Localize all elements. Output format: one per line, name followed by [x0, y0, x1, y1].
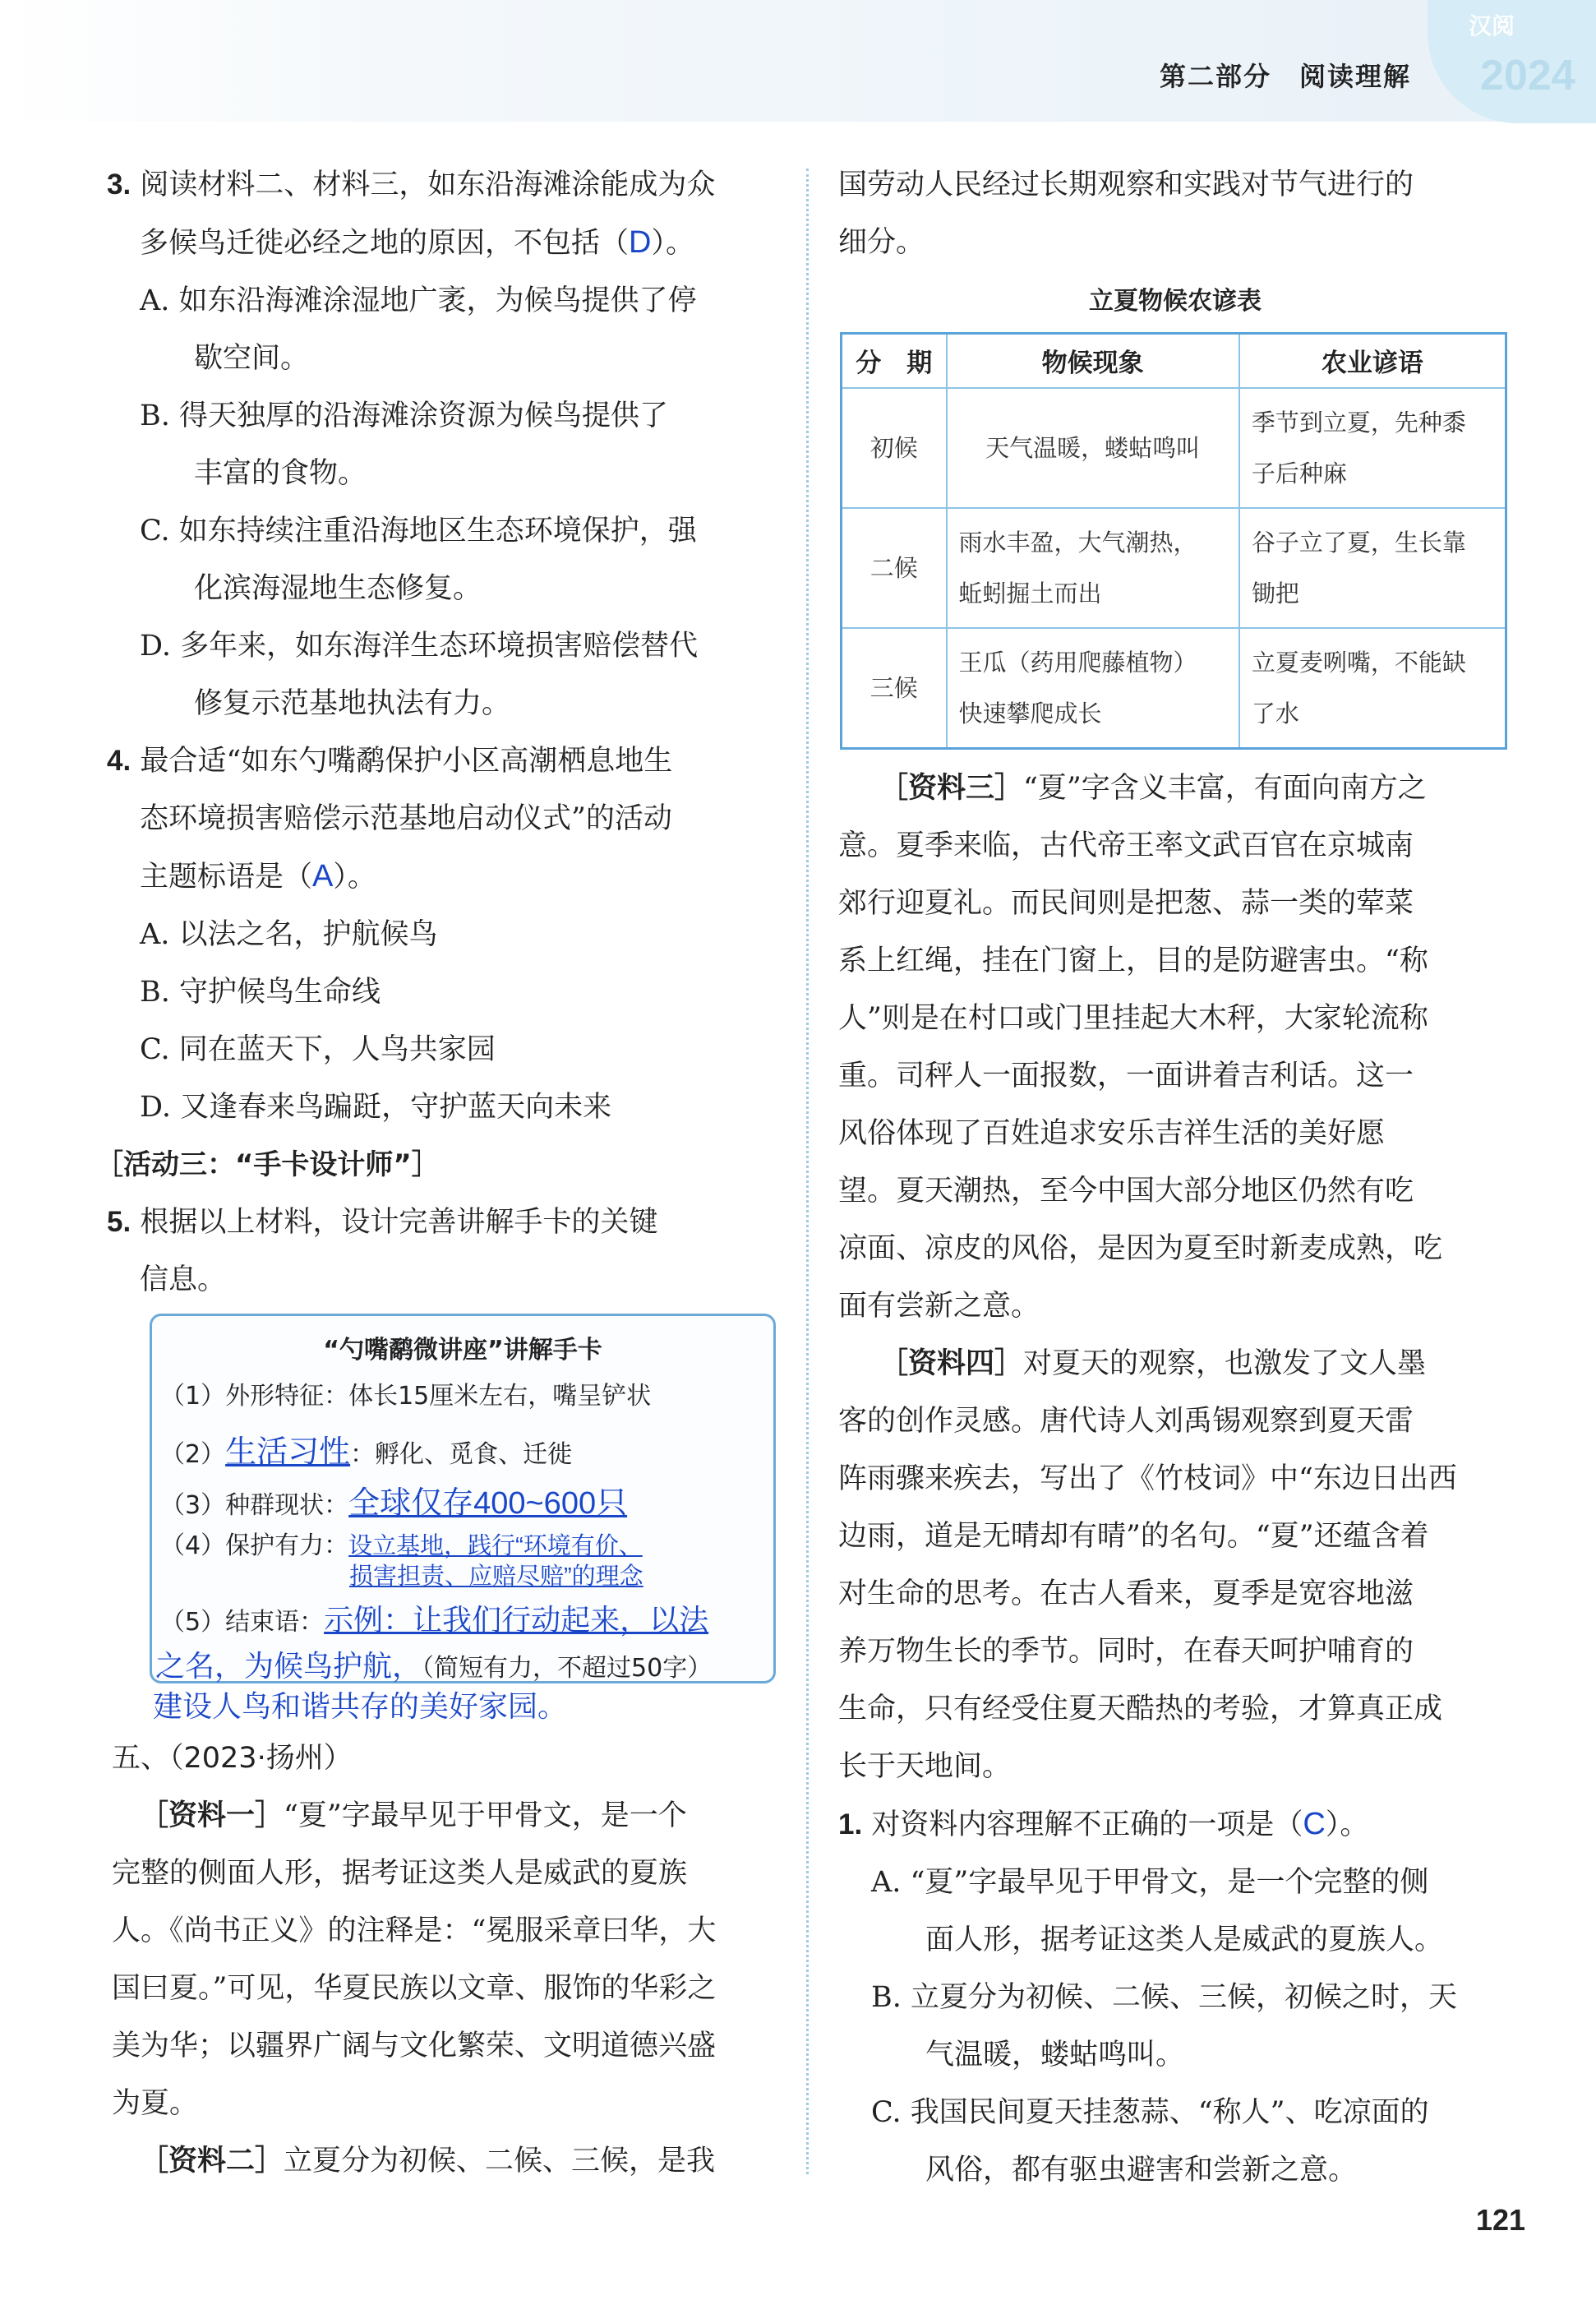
material-text: 为夏。: [112, 2087, 199, 2120]
handwritten-answer: 设立基地，践行“环境有价、: [348, 1533, 643, 1559]
option: A. 如东沿海滩涂湿地广袤，为候鸟提供了停: [140, 284, 697, 317]
question-stem: 主题标语是（: [140, 861, 313, 894]
badge-year: 2024: [1480, 52, 1575, 99]
card-text: （简短有力，不超过50字）: [422, 1654, 713, 1683]
card-title: “勺嘴鹬微讲座”讲解手卡: [323, 1336, 602, 1365]
material-text: 人。《尚书正义》的注释是：“冕服采章曰华，大: [112, 1914, 717, 1947]
table-title: 立夏物候农谚表: [1089, 287, 1262, 316]
handwritten-answer: 损害担责、应赔尽赔”的理念: [349, 1563, 643, 1590]
card-line-2: [160, 1426, 572, 1471]
cell-line: 天气温暖，蝼蛄鸣叫: [985, 433, 1201, 462]
material-text: 郊行迎夏礼。而民间则是把葱、蒜一类的荤菜: [838, 886, 1414, 920]
table-header: 农业谚语: [1239, 334, 1506, 388]
page-number: 121: [1475, 2203, 1525, 2237]
question-stem: 多候鸟迁徙必经之地的原因，不包括（: [140, 227, 630, 260]
card-label: （2）: [160, 1440, 226, 1469]
answer-mark: C: [1303, 1806, 1326, 1841]
year-badge: [1428, 0, 1596, 123]
question-number: 1.: [838, 1808, 863, 1840]
question-stem-close: ）。: [333, 861, 376, 894]
table-row: [842, 508, 1506, 628]
material-text: 对夏天的观察，也激发了文人墨: [1023, 1346, 1427, 1380]
material-text: 国劳动人民经过长期观察和实践对节气进行的: [838, 169, 1414, 201]
question-stem-close: ）。: [651, 227, 694, 260]
section-label: 五、（2023·扬州）: [112, 1742, 353, 1775]
material-text: 生命，只有经受住夏天酷热的考验，才算真正成: [838, 1692, 1443, 1725]
table-row: [842, 388, 1506, 508]
left-column: [95, 156, 781, 2190]
question-stem: 态环境损害赔偿示范基地启动仪式”的活动: [140, 802, 672, 835]
question-4: [107, 732, 781, 1136]
option-continuation: 化滨海湿地生态修复。: [194, 572, 482, 605]
cell-line: 雨水丰盈，大气潮热，: [958, 528, 1197, 557]
material-text: 系上红绳，挂在门窗上，目的是防避害虫。“称: [838, 944, 1428, 977]
handwritten-answer-continued: 建设人鸟和谐共存的美好家园。: [153, 1689, 568, 1723]
option: B. 立夏分为初候、二候、三候，初候之时，天: [871, 1980, 1457, 2014]
cell-line: 锄把: [1251, 579, 1299, 607]
cell-line: 季节到立夏，先种黍: [1251, 408, 1466, 436]
material-tag: ［资料一］: [140, 1799, 284, 1832]
section-title: 第二部分 阅读理解: [1159, 61, 1411, 92]
material-tag: ［资料二］: [140, 2145, 284, 2178]
question-stem: 阅读材料二、材料三，如东沿海滩涂能成为众: [140, 169, 716, 201]
card-line-3: [160, 1477, 627, 1522]
lecture-card: [150, 1314, 776, 1683]
question-1: [838, 1795, 1512, 2199]
question-3: [107, 156, 781, 732]
question-number: 5.: [107, 1206, 131, 1238]
material-text: 美为华；以疆界广阔与文化繁荣、文明道德兴盛: [112, 2030, 717, 2062]
cell-line: 快速攀爬成长: [958, 699, 1102, 727]
table-cell: [1239, 508, 1506, 628]
answer-mark: D: [629, 225, 652, 260]
cell-line: 立夏麦咧嘴，不能缺: [1251, 648, 1466, 677]
cell-line: 谷子立了夏，生长靠: [1251, 528, 1466, 557]
table-cell: [1239, 388, 1506, 508]
table-row: [842, 628, 1506, 749]
option: B. 守护候鸟生命线: [140, 976, 381, 1009]
material-text: 完整的侧面人形，据考证这类人是威武的夏族: [112, 1857, 688, 1890]
material-text: 长于天地间。: [838, 1749, 1012, 1783]
option: B. 得天独厚的沿海滩涂资源为候鸟提供了: [140, 399, 668, 432]
table-cell: 二候: [842, 508, 947, 628]
page-header: [0, 0, 1596, 122]
option-continuation: 面人形，据考证这类人是威武的夏族人。: [925, 1923, 1444, 1956]
material-text: 凉面、凉皮的风俗，是因为夏至时新麦成熟，吃: [838, 1231, 1443, 1265]
card-label: （3）种群现状：: [160, 1491, 349, 1520]
option: C. 如东持续注重沿海地区生态环境保护，强: [140, 515, 697, 547]
material-text: “夏”字含义丰富，有面向南方之: [1023, 771, 1427, 805]
question-stem: 根据以上材料，设计完善讲解手卡的关键: [140, 1206, 658, 1239]
handwritten-answer: 之名，为候鸟护航，: [155, 1649, 422, 1683]
right-column: [838, 156, 1512, 2199]
card-label: （5）结束语：: [160, 1608, 325, 1637]
material-text: “夏”字最早见于甲骨文，是一个: [284, 1799, 687, 1832]
option: D. 又逢春来鸟蹁跹，守护蓝天向未来: [140, 1091, 612, 1124]
card-line-4b: [349, 1558, 643, 1591]
card-line-6: [155, 1643, 712, 1685]
material-text: 阵雨骤来疾去，写出了《竹枝词》中“东边日出西: [838, 1462, 1457, 1495]
question-number: 4.: [107, 745, 131, 777]
table-cell: 三候: [842, 628, 947, 749]
option-continuation: 丰富的食物。: [194, 457, 367, 490]
option: A. “夏”字最早见于甲骨文，是一个完整的侧: [871, 1865, 1429, 1899]
table-header: 物候现象: [947, 334, 1239, 388]
phenology-table: [840, 332, 1507, 750]
material-text: 对生命的思考。在古人看来，夏季是宽容地滋: [838, 1577, 1414, 1610]
material-text: 客的创作灵感。唐代诗人刘禹锡观察到夏天雷: [838, 1404, 1414, 1438]
table-cell: 初候: [842, 388, 947, 508]
section-5: [107, 1730, 781, 2190]
question-stem-close: ）。: [1325, 1808, 1369, 1841]
table-header-row: [842, 334, 1506, 388]
option: C. 我国民间夏天挂葱蒜、“称人”、吃凉面的: [871, 2095, 1429, 2129]
question-number: 3.: [107, 169, 131, 201]
answer-mark: A: [312, 859, 334, 894]
option-continuation: 风俗，都有驱虫避害和尝新之意。: [925, 2153, 1358, 2187]
cell-line: 蚯蚓掘土而出: [958, 579, 1102, 607]
card-label: （4）保护有力：: [160, 1531, 349, 1560]
handwritten-answer: 全球仅存400~600只: [348, 1486, 628, 1521]
table-cell: [1239, 628, 1506, 749]
material-text: 国曰夏。”可见，华夏民族以文章、服饰的华彩之: [112, 1972, 717, 2005]
material-3: [838, 760, 1512, 1335]
material-text: 细分。: [838, 226, 925, 259]
option: C. 同在蓝天下，人鸟共家园: [140, 1033, 496, 1066]
question-stem: 最合适“如东勺嘴鹬保护小区高潮栖息地生: [140, 745, 673, 778]
question-5: [107, 1194, 781, 1309]
material-text: 望。夏天潮热，至今中国大部分地区仍然有吃: [838, 1174, 1414, 1208]
table-cell: [947, 628, 1239, 749]
material-4: [838, 1335, 1512, 1795]
handwritten-answer: 示例：让我们行动起来，以法: [324, 1603, 709, 1637]
cell-line: 了水: [1251, 699, 1299, 727]
table-header: 分 期: [842, 334, 947, 388]
material-text: 重。司秤人一面报数，一面讲着吉利话。这一: [838, 1059, 1414, 1092]
badge-text: 汉阅: [1469, 12, 1515, 39]
question-stem: 对资料内容理解不正确的一项是（: [871, 1808, 1303, 1841]
activity-heading: ［活动三：“手卡设计师”］: [95, 1148, 440, 1181]
material-tag: ［资料四］: [879, 1346, 1024, 1380]
option: D. 多年来，如东海洋生态环境损害赔偿替代: [140, 630, 699, 663]
card-line-5: [160, 1597, 708, 1639]
material-text: 人”则是在村口或门里挂起大木秤，大家轮流称: [838, 1001, 1428, 1035]
card-line-4: [160, 1525, 643, 1561]
column-divider: [806, 169, 809, 2174]
material-text: 意。夏季来临，古代帝王率文武百官在京城南: [838, 829, 1414, 862]
material-text: 养万物生长的季节。同时，在春天呵护哺育的: [838, 1634, 1414, 1668]
material-text: 风俗体现了百姓追求安乐吉祥生活的美好愿: [838, 1116, 1386, 1150]
material-tag: ［资料三］: [879, 771, 1024, 805]
table-cell: [947, 388, 1239, 508]
material-text: 立夏分为初候、二候、三候，是我: [284, 2145, 716, 2178]
cell-line: 子后种麻: [1251, 459, 1347, 487]
handwritten-answer: 生活习性: [225, 1435, 351, 1470]
table-cell: [947, 508, 1239, 628]
question-stem: 信息。: [140, 1263, 227, 1296]
cell-line: 王瓜（药用爬藤植物）: [958, 648, 1197, 677]
material-text: 边雨，道是无晴却有晴”的名句。“夏”还蕴含着: [838, 1519, 1429, 1553]
option-continuation: 歇空间。: [194, 342, 310, 375]
option: A. 以法之名，护航候鸟: [140, 918, 438, 951]
card-text: ：孵化、觅食、迁徙: [350, 1440, 573, 1469]
option-continuation: 修复示范基地执法有力。: [194, 687, 511, 720]
card-line-1: （1）外形特征：体长15厘米左右，嘴呈铲状: [160, 1382, 652, 1411]
material-text: 面有尝新之意。: [838, 1289, 1040, 1323]
option-continuation: 气温暖，蝼蛄鸣叫。: [925, 2038, 1185, 2071]
